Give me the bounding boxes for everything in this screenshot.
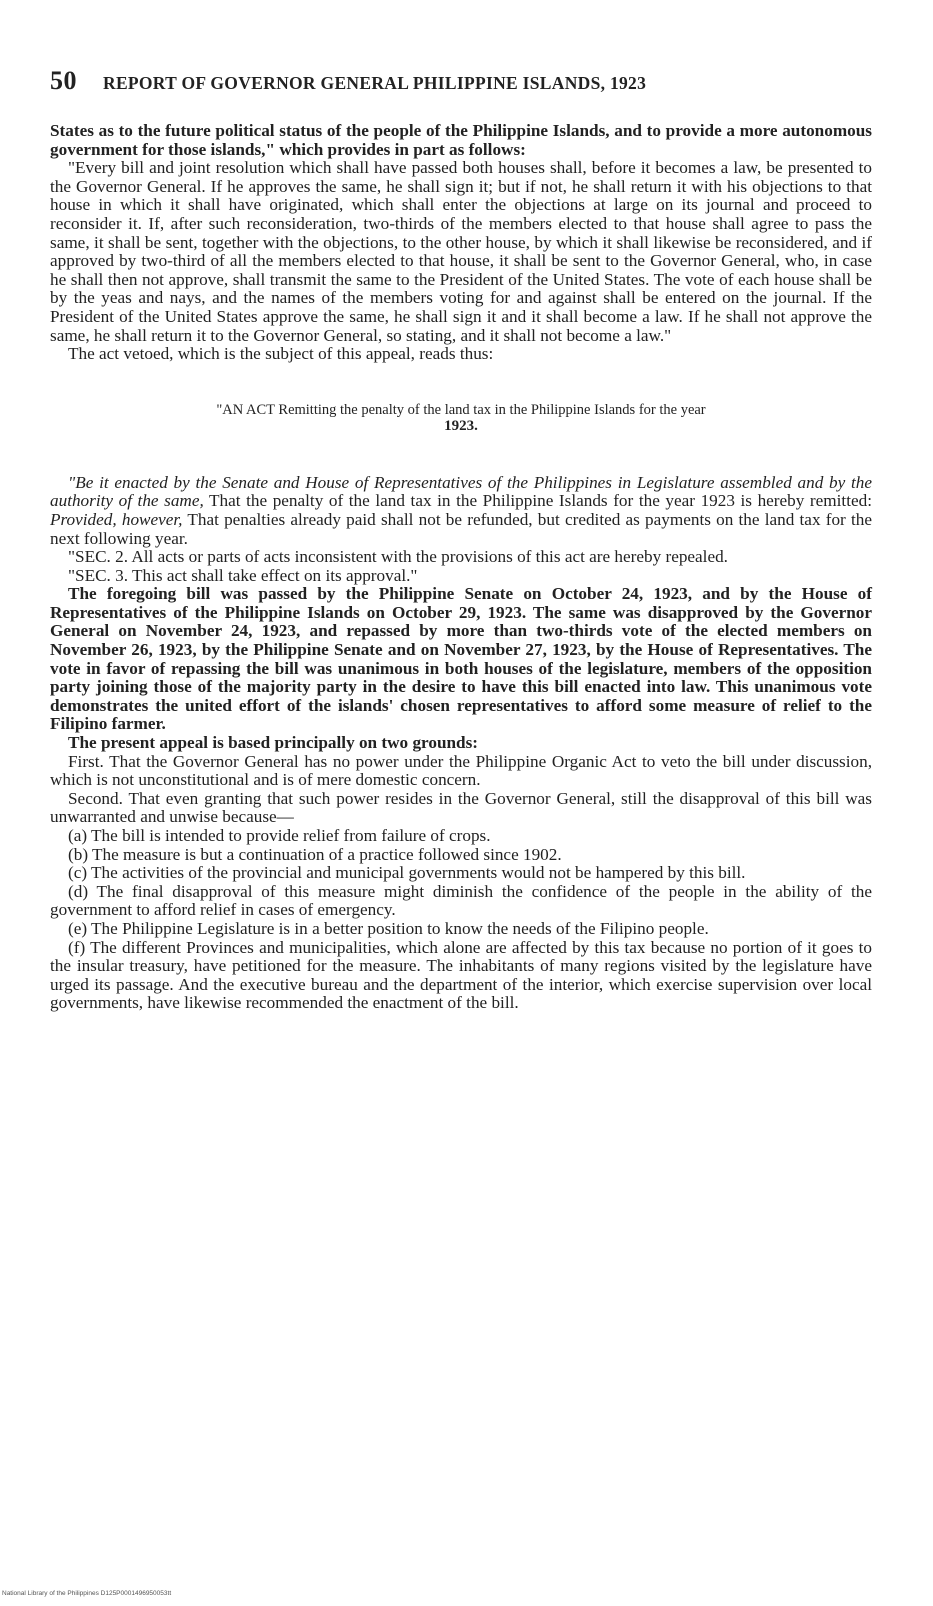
proviso-text: That penalties already paid shall not be refunded, but credited as payments on the land tax for the next following year. [50,509,872,548]
act-title [50,402,872,434]
paragraph-bill-history: The foregoing bill was passed by the Philippine Senate on October 24, 1923, and by the House of Representatives of the Philippine Islands on October 29, 1923. The same was disapproved by the Governor General on November 24, 1923, and repassed by more than two-thirds vote of the elected members on November 26, 1923, by the Philippine Senate and on November 27, 1923, by the House of Representatives. The vote in favor of repassing the bill was unanimous in both houses of the legislature, members of the opposition party joining those of the majority party in the desire to have this bill enacted into law. This unanimous vote demonstrates the united effort of the islands' chosen representatives to afford some measure of relief to the Filipino farmer. [50,584,872,734]
enacting-clause [50,474,872,548]
footer-watermark: National Library of the Philippines D125P0001496950053tt [2,1590,172,1597]
list-item-b: (b) The measure is but a continuation of a practice followed since 1902. [68,844,562,864]
proviso-italic: Provided, however, [50,509,183,529]
paragraph-grounds: The present appeal is based principally on two grounds: [68,733,479,753]
list-item-f: (f) The different Provinces and municipalities, which alone are affected by this tax because no portion of it goes to the insular treasury, have petitioned for the measure. The inhabitants of many regions visited by the legislature have urged its passage. And the executive bureau and the department of the interior, which exercise supervision over local governments, have likewise recommended the enactment of the bill. [50,937,872,1013]
act-title-text: "AN ACT Remitting the penalty of the land tax in the Philippine Islands for the year [216,401,706,418]
enacting-clause-text: That the penalty of the land tax in the Philippine Islands for the year 1923 is hereby remitted: [203,491,872,511]
list-item-e: (e) The Philippine Legislature is in a better position to know the needs of the Filipino people. [68,918,709,938]
enacting-clause-italic: "Be it enacted by the Senate and House of Representatives of the Philippines in Legislature assembled and by the authority of the same, [50,472,872,511]
act-title-year: 1923. [444,417,478,434]
list-item-d: (d) The final disapproval of this measure might diminish the confidence of the people in the ability of the government to afford relief in cases of emergency. [50,881,872,920]
quoted-organic-act: "Every bill and joint resolution which shall have passed both houses shall, before it becomes a law, be presented to the Governor General. If he approves the same, he shall sign it; but if not, he shall return it with his objections to that house in which it shall have originated, which shall enter the objections at large on its journal and proceed to reconsider it. If, after such reconsideration, two-thirds of the members elected to that house shall agree to pass the same, it shall be sent, together with the objections, to the other house, by which it shall likewise be reconsidered, and if approved by two-third of all the members elected to that house, it shall be sent to the Governor General, who, in case he shall then not approve, shall transmit the same to the President of the United States. The vote of each house shall be by the yeas and nays, and the names of the members voting for and against shall be entered on the journal. If the President of the United States approve the same, he shall sign it and it shall become a law. If he shall not approve the same, he shall return it to the Governor General, so stating, and it shall not become a law." [50,158,872,345]
list-item-a: (a) The bill is intended to provide relief from failure of crops. [68,826,491,845]
page-header [50,66,880,96]
list-item-c: (c) The activities of the provincial and municipal governments would not be hampered by this bill. [68,863,746,883]
paragraph-continuation: States as to the future political status of the people of the Philippine Islands, and to provide a more autonomous government for those islands," which provides in part as follows: [50,121,872,159]
running-head: REPORT OF GOVERNOR GENERAL PHILIPPINE ISLANDS, 1923 [103,73,647,93]
section-3: "SEC. 3. This act shall take effect on its approval." [68,565,418,585]
paragraph-act-vetoed: The act vetoed, which is the subject of this appeal, reads thus: [68,344,494,364]
paragraph-first-ground: First. That the Governor General has no power under the Philippine Organic Act to veto the bill under discussion, which is not unconstitutional and is of mere domestic concern. [50,751,872,790]
page-body [50,122,872,1013]
paragraph-second-ground: Second. That even granting that such power resides in the Governor General, still the disapproval of this bill was unwarranted and unwise because— [50,788,872,827]
section-2: "SEC. 2. All acts or parts of acts inconsistent with the provisions of this act are hereby repealed. [68,547,728,567]
page-number: 50 [50,66,77,95]
